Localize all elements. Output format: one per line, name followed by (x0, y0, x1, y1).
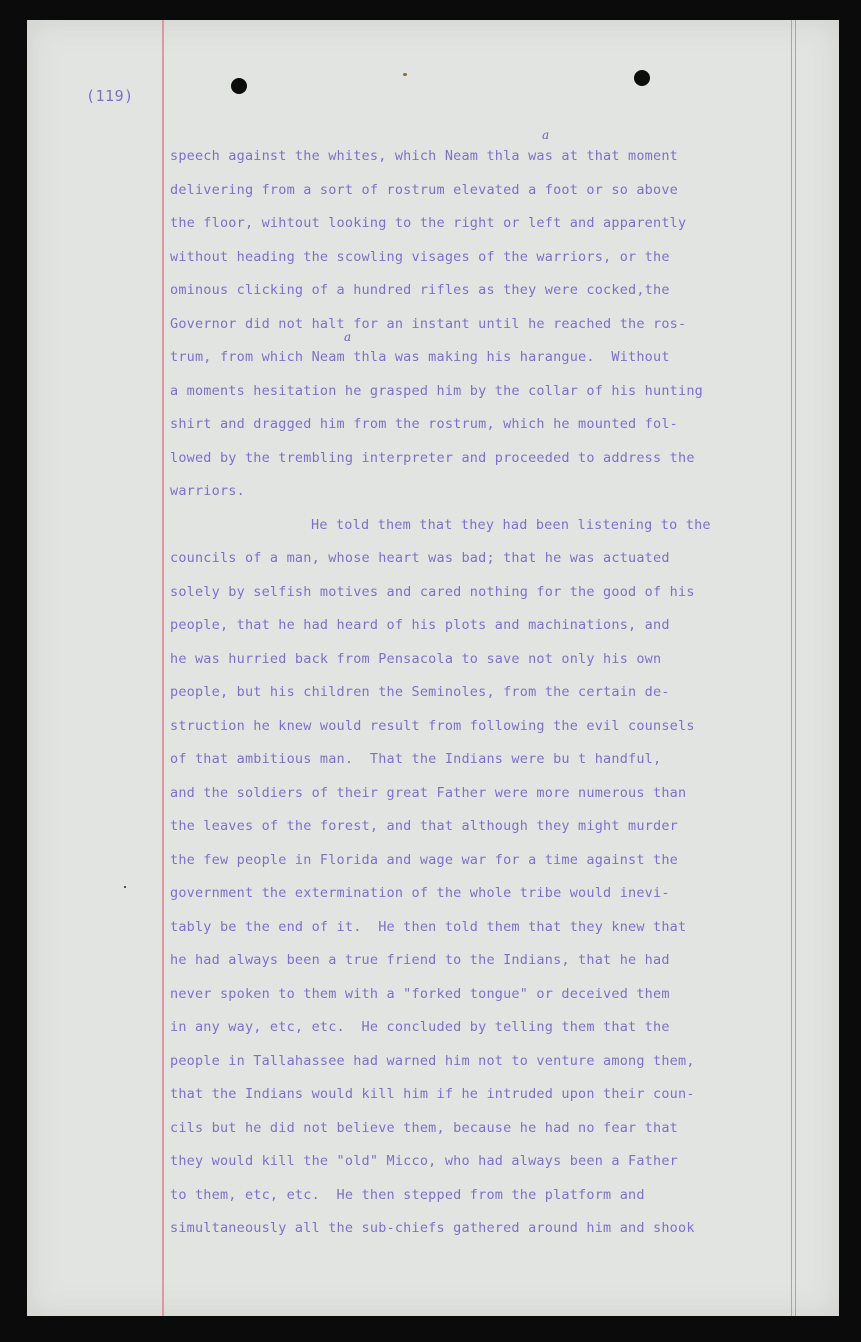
text-line: Governor did not halt for an instant until he reached the ros- (170, 315, 687, 332)
handwritten-correction: a (542, 128, 550, 142)
text-line: councils of a man, whose heart was bad; that he was actuated (170, 550, 670, 566)
text-line: tably be the end of it. He then told them that they knew that (170, 918, 687, 935)
text-line: cils but he did not believe them, because he had no fear that (170, 1119, 678, 1136)
text-line: of that ambitious man. That the Indians were bu t handful, (170, 751, 662, 767)
text-line: delivering from a sort of rostrum elevated a foot or so above (170, 181, 678, 198)
text-line: trum, from which Neam thla was making his harangue. Without (170, 349, 670, 365)
text-line: he had always been a true friend to the Indians, that he had (170, 952, 670, 968)
text-line: they would kill the "old" Micco, who had always been a Father (170, 1153, 678, 1169)
text-line: people, but his children the Seminoles, from the certain de- (170, 684, 670, 700)
text-line: the few people in Florida and wage war for a time against the (170, 851, 678, 868)
text-line: the floor, wihtout looking to the right or left and apparently (170, 215, 687, 231)
text-line: people in Tallahassee had warned him not to venture among them, (170, 1052, 695, 1069)
text-line: government the extermination of the whole tribe would inevi- (170, 885, 670, 901)
text-line: he was hurried back from Pensacola to save not only his own (170, 650, 662, 667)
text-line: struction he knew would result from following the evil counsels (170, 717, 695, 734)
text-line: to them, etc, etc. He then stepped from the platform and (170, 1186, 645, 1203)
text-line: solely by selfish motives and cared nothing for the good of his (170, 583, 695, 600)
text-line: that the Indians would kill him if he intruded upon their coun- (170, 1086, 695, 1102)
page-number: (119) (86, 87, 134, 105)
document-page (27, 20, 839, 1316)
text-line: a moments hesitation he grasped him by the collar of his hunting (170, 382, 703, 399)
paragraph-start-line: He told them that they had been listening to the (311, 516, 711, 533)
text-line: shirt and dragged him from the rostrum, which he mounted fol- (170, 416, 678, 432)
text-line: speech against the whites, which Neam thla was at that moment (170, 148, 678, 164)
punch-hole-right (634, 70, 650, 86)
paper-speck (403, 73, 407, 76)
text-line: ominous clicking of a hundred rifles as they were cocked,the (170, 282, 670, 298)
text-line: never spoken to them with a "forked tongue" or deceived them (170, 985, 670, 1002)
text-line: without heading the scowling visages of the warriors, or the (170, 248, 670, 265)
paper-speck-small (124, 886, 126, 888)
text-line: warriors. (170, 483, 245, 499)
typed-text-body (170, 140, 840, 1246)
text-line: and the soldiers of their great Father were more numerous than (170, 784, 687, 801)
text-line: people, that he had heard of his plots and machinations, and (170, 617, 670, 633)
text-line: in any way, etc, etc. He concluded by telling them that the (170, 1019, 670, 1035)
left-margin-rule (162, 20, 164, 1316)
handwritten-correction: a (344, 330, 352, 344)
punch-hole-left (231, 78, 247, 94)
text-line: simultaneously all the sub-chiefs gathered around him and shook (170, 1220, 695, 1236)
text-line: the leaves of the forest, and that although they might murder (170, 818, 678, 834)
text-line: lowed by the trembling interpreter and proceeded to address the (170, 449, 695, 466)
